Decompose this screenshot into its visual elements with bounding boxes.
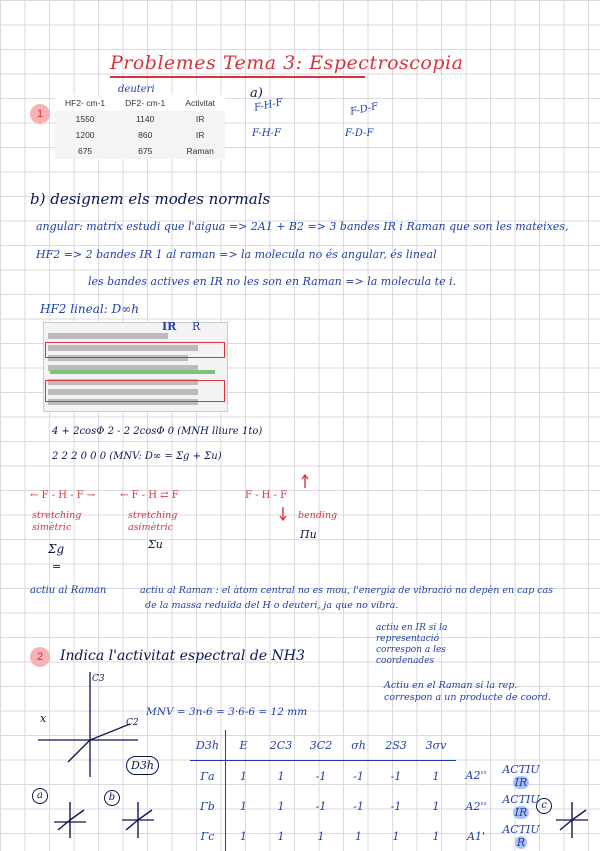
header-cell: 3C2 <box>301 730 341 761</box>
activity-label: ACTIU <box>502 762 540 776</box>
row-name: Γc <box>190 821 226 851</box>
part-b-line-2: HF2 => 2 bandes IR 1 al raman => la molecula no és angular, és lineal <box>36 248 437 261</box>
cell: 1 <box>240 799 247 813</box>
raman-column-label: R <box>192 320 201 333</box>
cell: 1 <box>277 799 285 813</box>
linear-point-group-label: HF2 lineal: D∞h <box>40 302 139 316</box>
part-b-heading: b) designem els modes normals <box>30 190 271 208</box>
activity-label: ACTIU <box>502 823 540 836</box>
table-row <box>190 761 546 792</box>
problem-number-badge: 1 <box>30 104 50 124</box>
circle-label-b: b <box>104 790 120 806</box>
activity-tag-highlight: R <box>516 836 526 849</box>
irrep-cell: A2'' <box>465 769 487 783</box>
cell: 860 <box>138 130 153 140</box>
header-cell: 3σv <box>416 730 456 761</box>
header-cell: D3h <box>190 730 226 761</box>
reducible-row-2: 2 2 2 0 0 0 (MNV: D∞ = Σg + Σu) <box>52 451 222 462</box>
cell: 1 <box>240 829 247 843</box>
table-header-row <box>190 730 546 761</box>
cell: 1200 <box>75 130 95 140</box>
cell: 675 <box>138 146 153 156</box>
blank-cell <box>456 730 496 761</box>
cell: 1550 <box>75 114 95 124</box>
page-title: Problemes Tema 3: Espectroscopia <box>110 52 464 74</box>
cell: 675 <box>77 146 93 156</box>
table-line <box>48 333 168 339</box>
reducible-row-1: 4 + 2cosΦ 2 - 2 2cosΦ 0 (MNH lliure 1to) <box>52 426 263 437</box>
cell: -1 <box>315 799 327 813</box>
cell: 1 <box>355 829 362 843</box>
vibration-sketch-b-icon <box>118 800 158 840</box>
row-name: Γb <box>190 791 226 821</box>
irrep-cell: A1' <box>467 829 485 843</box>
cell: 1 <box>432 829 440 843</box>
cell: 1 <box>432 769 440 783</box>
table-row <box>190 791 546 821</box>
ir-activity-note: actiu en IR si la representació correspon a les coordenades <box>376 623 448 666</box>
header-cell: σh <box>341 730 376 761</box>
activity-cell <box>496 821 546 851</box>
activity-tag-highlight: IR <box>514 806 528 819</box>
sigma-g-highlight-box <box>45 342 225 358</box>
mode-symmetry-sigma-u: Σu <box>148 538 163 551</box>
ir-column-label: IR <box>162 320 177 333</box>
d3h-character-table <box>190 730 547 851</box>
header-cell: 2S3 <box>376 730 416 761</box>
row-name: Γa <box>190 761 226 792</box>
cell: -1 <box>315 769 327 783</box>
table-row <box>190 821 546 851</box>
mode-diagram-symmetric: ← F - H - F → <box>30 490 96 501</box>
cell: 1 <box>240 769 247 783</box>
header-hf2: HF2- cm-1 <box>55 95 115 111</box>
part-b-line-3: les bandes actives en IR no les son en Raman => la molecula te i. <box>88 275 457 288</box>
mode-label-asymmetric: stretching asimètric <box>128 510 178 533</box>
vibration-sketch-a-icon <box>50 800 90 840</box>
mode-activity-raman: actiu al Raman <box>30 585 107 596</box>
title-underline <box>110 76 365 78</box>
frequency-table <box>55 95 225 159</box>
mode-label-symmetric: stretching simètric <box>32 510 82 533</box>
table-row <box>55 111 225 127</box>
cell: 1 <box>432 799 440 813</box>
cell: 1 <box>277 769 285 783</box>
mode-symmetry-sigma-g: Σg <box>48 542 65 556</box>
note-line-1: actiu al Raman : el àtom central no es mou, l'energia de vibració no depèn en cap cas <box>140 585 554 596</box>
structure-angular-hf2: F-H-F <box>253 97 284 114</box>
circle-label-a: a <box>32 788 48 804</box>
structure-linear-hf2: F-H-F <box>252 128 281 139</box>
equals-sign: = <box>52 560 62 573</box>
cell: IR <box>195 114 205 124</box>
deuteri-annotation: deuteri <box>118 84 155 95</box>
header-cell: 2C3 <box>261 730 301 761</box>
mode-diagram-bending: F - H - F <box>245 490 288 501</box>
cell: IR <box>195 130 205 140</box>
cell: Raman <box>186 146 214 156</box>
mode-diagram-asymmetric: ← F - H ⇄ F <box>120 490 179 501</box>
vibration-sketch-c-icon <box>552 800 592 840</box>
raman-activity-note: Actiu en el Raman si la rep. correspon a un producte de coord. <box>384 680 551 703</box>
structure-linear-df2: F-D-F <box>345 128 374 139</box>
axis-x-label: x <box>40 712 47 725</box>
structure-angular-df2: F-D-F <box>349 101 380 118</box>
cell: -1 <box>353 799 364 813</box>
bending-down-arrow-icon <box>278 505 298 525</box>
cell: 1 <box>277 829 285 843</box>
problem2-heading: Indica l'activitat espectral de NH3 <box>60 648 305 664</box>
part-a-label: a) <box>250 86 263 101</box>
mode-symmetry-pi-u: Πu <box>300 528 317 541</box>
mode-label-bending: bending <box>298 510 338 521</box>
mnv-equation: MNV = 3n-6 = 3·6-6 = 12 mm <box>146 706 308 718</box>
irrep-cell: A2'' <box>465 799 487 813</box>
circle-label-c: c <box>536 798 552 814</box>
point-group-badge: D3h <box>126 756 159 775</box>
activity-tag-highlight: IR <box>514 775 528 789</box>
green-highlight <box>50 370 215 374</box>
cell: 1140 <box>136 114 155 124</box>
axis-c3-label: C3 <box>92 674 105 684</box>
blank-cell <box>496 730 546 761</box>
cell: 1 <box>392 829 400 843</box>
bending-up-arrow-icon <box>300 474 320 494</box>
cell: -1 <box>390 769 402 783</box>
header-df2: DF2- cm-1 <box>115 95 175 111</box>
frequency-table-header <box>55 95 225 111</box>
activity-label: ACTIU <box>502 793 540 806</box>
activity-cell <box>496 761 546 792</box>
axis-c2-label: C2 <box>126 718 139 728</box>
sigma-u-pi-u-highlight-box <box>45 380 225 402</box>
header-activitat: Activitat <box>175 95 225 111</box>
header-cell: E <box>226 730 262 761</box>
cell: -1 <box>390 799 402 813</box>
problem-number-badge: 2 <box>30 647 50 667</box>
cell: 1 <box>317 829 325 843</box>
table-row <box>55 127 225 143</box>
cell: -1 <box>353 769 364 783</box>
part-b-line-1: angular: matrix estudi que l'aigua => 2A1 + B2 => 3 bandes IR i Raman que son les mateixes, <box>36 220 569 233</box>
table-row <box>55 143 225 159</box>
note-line-2: de la massa reduïda del H o deuteri, ja que no vibra. <box>145 600 399 611</box>
